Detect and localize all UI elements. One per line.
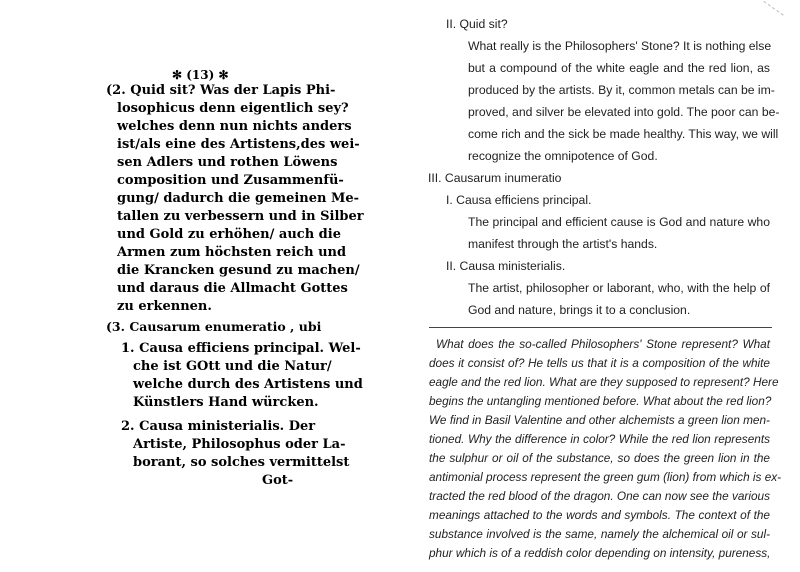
heading-causa-efficiens: I. Causa efficiens principal.: [446, 193, 592, 207]
text-line: welche durch des Artistens und: [133, 377, 363, 392]
text-line: ist/als eine des Artistens,des wei-: [117, 137, 360, 152]
section-3-heading: (3. Causarum enumeratio , ubi: [106, 319, 322, 334]
text-line: che ist GOtt und die Natur/: [133, 359, 332, 374]
text-line: Artiste, Philosophus oder La-: [133, 437, 346, 452]
text-line: but a compound of the white eagle and the red lion, as: [468, 61, 770, 75]
text-line: The principal and efficient cause is God and nature who: [468, 215, 770, 229]
heading-causa-ministerialis: II. Causa ministerialis.: [446, 259, 566, 273]
text-line: und daraus die Allmacht Gottes: [117, 281, 348, 296]
text-line: recognize the omnipotence of God.: [468, 149, 658, 163]
text-line: phur which is of a reddish color depending on intensity, pureness,: [429, 546, 771, 560]
text-line: gung/ dadurch die gemeinen Me-: [117, 191, 360, 206]
text-line: begins the untangling mentioned before. What about the red lion?: [429, 394, 772, 408]
text-line: tracted the red blood of the dragon. One can now see the various: [429, 489, 770, 503]
text-line: the sulphur or oil of the substance, so does the green lion in the: [429, 451, 770, 465]
text-line: welches denn nun nichts anders: [117, 119, 352, 134]
text-line: tioned. Why the difference in color? While the red lion represents: [429, 432, 770, 446]
text-line: (2. Quid sit? Was der Lapis Phi-: [106, 83, 336, 98]
text-line: die Krancken gesund zu machen/: [117, 263, 360, 278]
text-line: Got-: [262, 473, 294, 488]
text-line: What really is the Philosophers' Stone? It is nothing else: [468, 39, 772, 53]
text-line: 1. Causa efficiens principal. Wel-: [121, 341, 361, 356]
text-line: zu erkennen.: [117, 299, 212, 314]
text-line: What does the so-called Philosophers' Stone represent? What: [436, 337, 770, 351]
page-corner-mark: [763, 0, 794, 16]
text-line: 2. Causa ministerialis. Der: [121, 419, 316, 434]
text-line: sen Adlers und rothen Löwens: [117, 155, 338, 170]
text-line: Künstlers Hand würcken.: [133, 395, 319, 410]
text-line: und Gold zu erhöhen/ auch die: [117, 227, 341, 242]
text-line: God and nature, brings it to a conclusion.: [468, 303, 691, 317]
text-line: antimonial process represent the green gum (lion) from which is ex-: [429, 470, 782, 484]
text-line: eagle and the red lion. What are they supposed to represent? Here: [429, 375, 779, 389]
text-line: Armen zum höchsten reich und: [117, 245, 347, 260]
text-line: meanings attached to the words and symbols. The context of the: [429, 508, 770, 522]
right-page: [400, 0, 800, 572]
heading-causarum: III. Causarum inumeratio: [428, 171, 562, 185]
text-line: We find in Basil Valentine and other alchemists a green lion men-: [429, 413, 770, 427]
text-line: composition und Zusammenfü-: [117, 173, 344, 188]
text-line: does it consist of? He tells us that it is a composition of the white: [429, 356, 770, 370]
section-divider: [429, 327, 772, 328]
text-line: produced by the artists. By it, common metals can be im-: [468, 83, 775, 97]
text-line: tallen zu verbessern und in Silber: [117, 209, 364, 224]
text-line: come rich and the sick be made healthy. This way, we will: [468, 127, 779, 141]
heading-quid-sit: II. Quid sit?: [446, 17, 508, 31]
page-number: ✻ (13) ✻: [172, 68, 229, 82]
text-line: The artist, philosopher or laborant, who, with the help of: [468, 281, 770, 295]
text-line: substance involved is the same, namely the alchemical oil or sul-: [429, 527, 770, 541]
text-line: proved, and silver be elevated into gold. The poor can be-: [468, 105, 780, 119]
text-line: losophicus denn eigentlich sey?: [117, 101, 349, 116]
text-line: borant, so solches vermittelst: [133, 455, 350, 470]
text-line: manifest through the artist's hands.: [468, 237, 658, 251]
